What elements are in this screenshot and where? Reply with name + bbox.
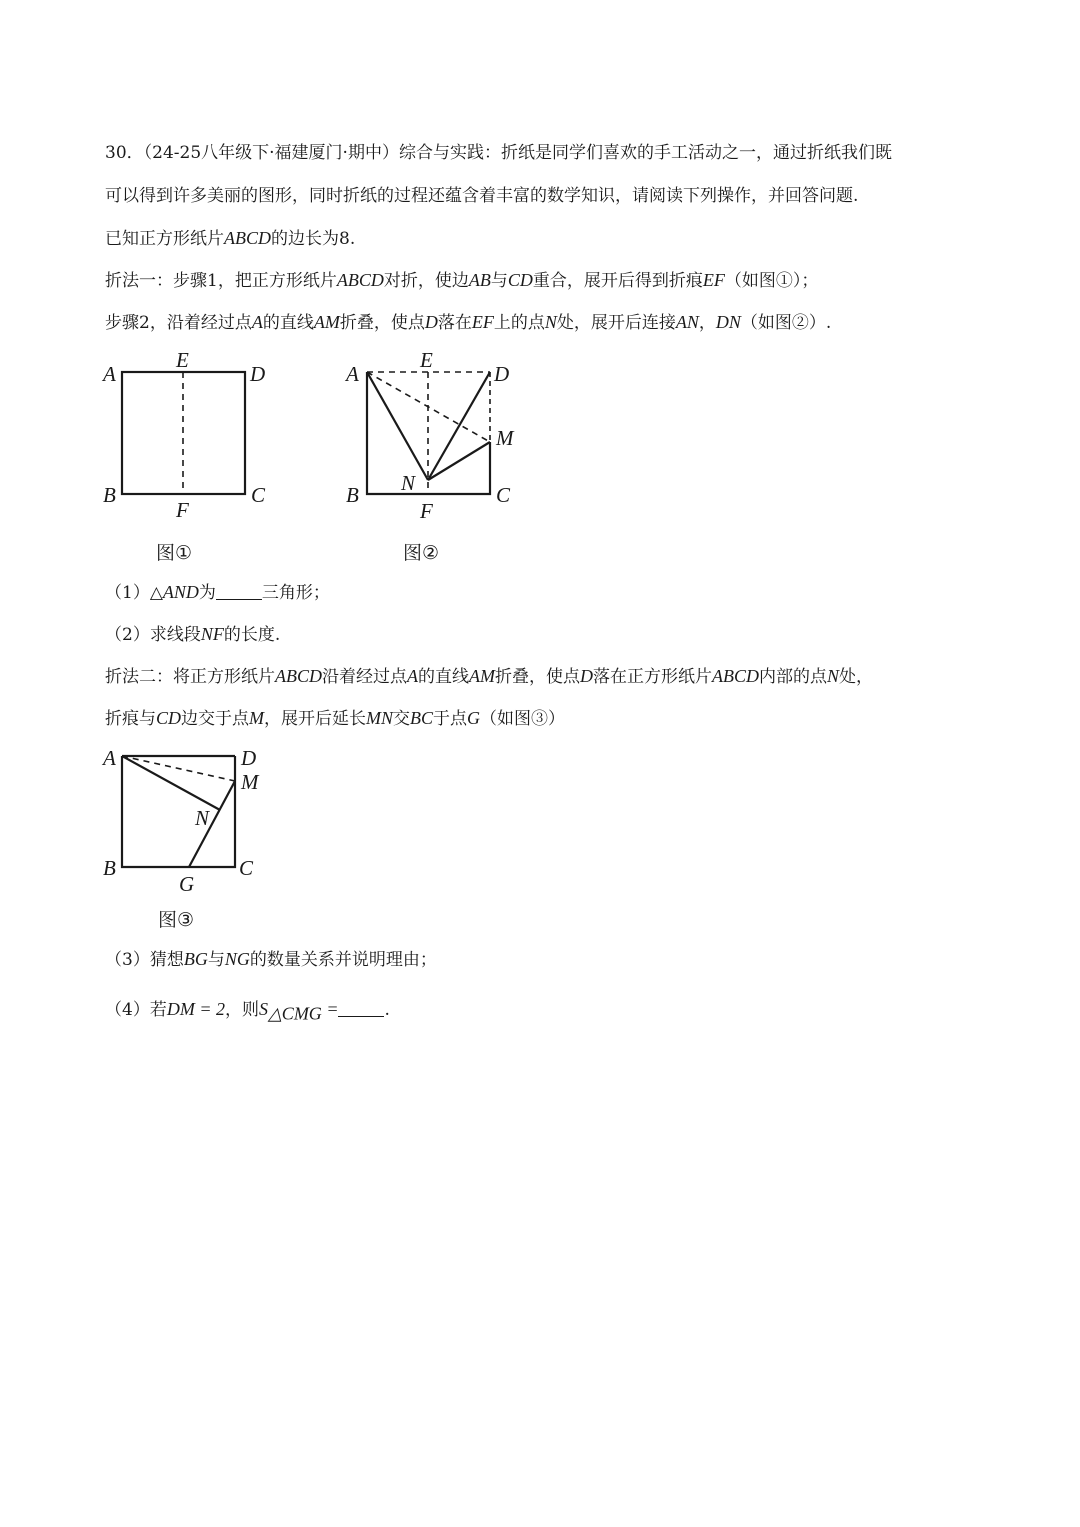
m2-h: 折痕与 xyxy=(105,709,156,729)
math-n: N xyxy=(827,666,840,686)
given-text-b: 的边长为 xyxy=(271,229,339,249)
method1-step1-line xyxy=(105,268,985,293)
math-ef: EF xyxy=(471,312,494,332)
m1s1-c: 与 xyxy=(490,271,508,291)
problem-intro-line-1 xyxy=(105,141,985,165)
q3-a: （3）猜想 xyxy=(105,950,184,970)
math-ab: AB xyxy=(468,270,491,290)
label-c: C xyxy=(251,483,266,507)
math-m: M xyxy=(249,708,265,728)
m2-e: 落在正方形纸片 xyxy=(593,667,712,687)
answer-blank-1[interactable] xyxy=(216,583,262,600)
label-e: E xyxy=(176,348,189,372)
q3-c: 的数量关系并说明理由； xyxy=(249,950,437,970)
label-e: E xyxy=(420,348,433,372)
q2-a: （2）求线段 xyxy=(105,625,201,645)
fold-am xyxy=(122,756,235,781)
math-am: AM xyxy=(313,312,340,332)
label-b: B xyxy=(346,483,359,507)
q3-b: 与 xyxy=(207,950,225,970)
question-2 xyxy=(105,622,985,647)
given-line xyxy=(105,226,985,251)
q4-b: ，则 xyxy=(224,1000,259,1020)
question-1 xyxy=(105,580,985,605)
label-f: F xyxy=(176,498,189,522)
q4-a: （4）若 xyxy=(105,1000,167,1020)
label-c: C xyxy=(239,856,254,880)
segment-nm xyxy=(428,442,490,480)
label-a: A xyxy=(346,362,359,386)
label-d: D xyxy=(241,746,257,770)
question-4 xyxy=(105,997,985,1025)
math-bc: BC xyxy=(410,708,434,728)
label-a: A xyxy=(103,362,116,386)
m2-c: 的直线 xyxy=(418,667,469,687)
math-am: AM xyxy=(469,666,495,686)
math-eq: = xyxy=(321,999,339,1019)
m1s1-d: 重合，展开后得到折痕 xyxy=(532,271,703,291)
math-d: D xyxy=(580,666,593,686)
method2-line-1 xyxy=(105,664,985,689)
m2-a: 折法二：将正方形纸片 xyxy=(105,667,275,687)
math-bg: BG xyxy=(183,949,208,969)
problem-source: （24-25八年级下·福建厦门·期中） xyxy=(143,143,399,163)
m1s1-a: 折法一：步骤1，把正方形纸片 xyxy=(105,271,337,291)
label-d: D xyxy=(250,362,266,386)
m1s2-c: 折叠，使点 xyxy=(339,313,425,333)
label-b: B xyxy=(103,483,116,507)
m1s2-b: 的直线 xyxy=(262,313,314,333)
math-ef: EF xyxy=(702,270,725,290)
method2-line-2 xyxy=(105,706,985,731)
m2-b: 沿着经过点 xyxy=(322,667,407,687)
problem-intro-line-2 xyxy=(105,184,985,208)
math-dn: DN xyxy=(715,312,741,332)
label-m: M xyxy=(241,770,259,794)
math-and: AND xyxy=(162,582,199,602)
problem-number: 30． xyxy=(105,143,144,163)
math-n: N xyxy=(544,312,557,332)
label-f: F xyxy=(420,499,433,523)
given-text-c: 8. xyxy=(339,229,356,249)
m2-d: 折叠，使点 xyxy=(495,667,580,687)
intro-text-1: 综合与实践：折纸是同学们喜欢的手工活动之一，通过折纸我们既 xyxy=(398,143,892,163)
math-abcd: ABCD xyxy=(224,228,271,248)
m1s2-f: 处，展开后连接 xyxy=(556,313,676,333)
m1s2-a: 步骤2，沿着经过点 xyxy=(105,313,252,333)
segment-dn xyxy=(428,372,490,480)
math-cd: CD xyxy=(156,708,182,728)
q1-a: （1）△ xyxy=(105,583,163,603)
figure-2-drawing xyxy=(340,345,540,525)
m1s2-h: （如图②）. xyxy=(740,313,832,333)
figure-1-drawing xyxy=(95,345,285,525)
given-text-a: 已知正方形纸片 xyxy=(105,229,224,249)
segment-an xyxy=(122,756,220,810)
figure-3-drawing xyxy=(95,735,275,900)
m2-g: 处， xyxy=(839,667,874,687)
label-g: G xyxy=(179,872,195,896)
m2-i: 边交于点 xyxy=(181,709,250,729)
q1-c: 三角形； xyxy=(261,583,330,603)
math-nf: NF xyxy=(200,624,224,644)
m2-j: ，展开后延长 xyxy=(264,709,367,729)
m1s1-b: 对折，使边 xyxy=(383,271,469,291)
figure-2-caption: 图② xyxy=(403,542,440,564)
intro-text-2: 可以得到许多美丽的图形，同时折纸的过程还蕴含着丰富的数学知识，请阅读下列操作，并回答问题. xyxy=(105,186,859,206)
m2-m: （如图③） xyxy=(480,709,566,729)
m1s1-e: （如图①）； xyxy=(724,271,819,291)
q2-b: 的长度. xyxy=(223,625,281,645)
label-a: A xyxy=(103,746,116,770)
math-ng: NG xyxy=(224,949,250,969)
segment-an xyxy=(367,372,428,480)
m1s2-e: 上的点 xyxy=(493,313,545,333)
label-c: C xyxy=(496,483,511,507)
figure-3-caption: 图③ xyxy=(158,909,195,931)
math-d: D xyxy=(424,312,438,332)
m2-f: 内部的点 xyxy=(759,667,827,687)
math-a: A xyxy=(407,666,418,686)
math-mn: MN xyxy=(366,708,394,728)
label-d: D xyxy=(494,362,510,386)
math-dm-eq: DM = 2 xyxy=(166,999,225,1019)
q4-c: . xyxy=(384,1000,390,1020)
figure-1 xyxy=(95,345,285,525)
math-s-sub: △CMG xyxy=(267,1003,322,1024)
label-b: B xyxy=(103,856,116,880)
math-an: AN xyxy=(675,312,699,332)
math-abcd: ABCD xyxy=(336,270,384,290)
figure-1-caption: 图① xyxy=(156,542,193,564)
math-abcd: ABCD xyxy=(712,666,759,686)
figure-3 xyxy=(95,735,275,900)
method1-step2-line xyxy=(105,310,985,335)
q1-b: 为 xyxy=(198,583,216,603)
m2-k: 交 xyxy=(393,709,411,729)
math-a: A xyxy=(251,312,263,332)
label-n: N xyxy=(195,806,210,830)
math-cd: CD xyxy=(507,270,533,290)
math-abcd: ABCD xyxy=(275,666,322,686)
m1s2-g: ， xyxy=(698,313,716,333)
m1s2-d: 落在 xyxy=(437,313,472,333)
label-m: M xyxy=(496,426,514,450)
m2-l: 于点 xyxy=(433,709,468,729)
question-3 xyxy=(105,947,985,972)
figure-2 xyxy=(340,345,540,525)
math-s: S xyxy=(258,999,268,1019)
answer-blank-4[interactable] xyxy=(338,1000,384,1017)
math-g: G xyxy=(467,708,481,728)
label-n: N xyxy=(401,471,416,495)
